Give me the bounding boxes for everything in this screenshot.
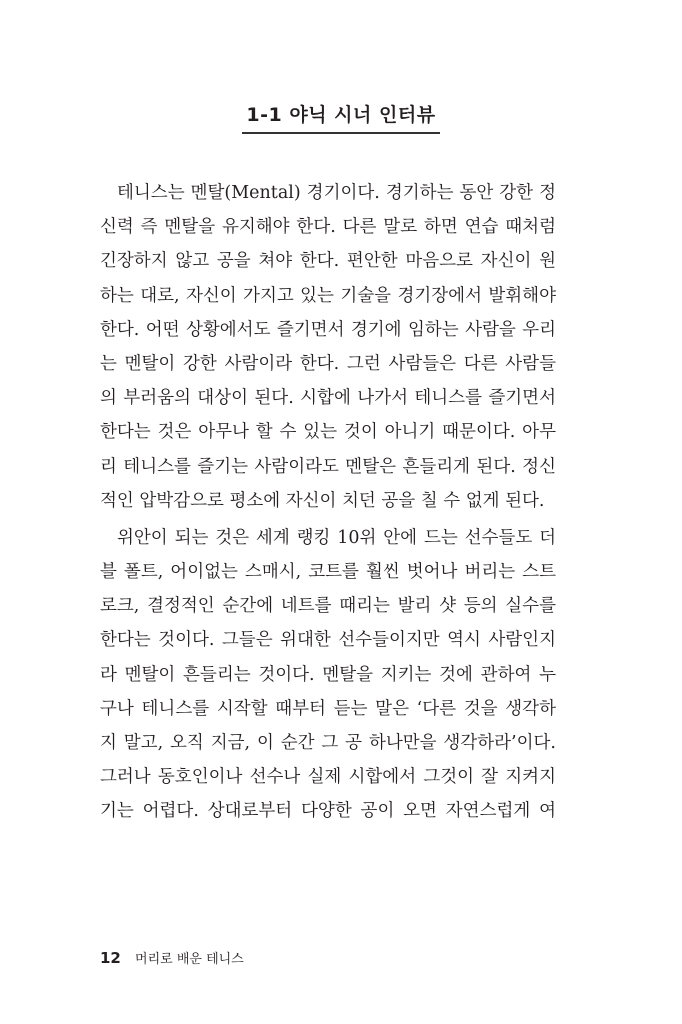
text-line: 리 테니스를 즐기는 사람이라도 멘탈은 흔들리게 된다. 정신 bbox=[100, 456, 556, 477]
text-line: 블 폴트, 어이없는 스매시, 코트를 훨씬 벗어나 버리는 스트 bbox=[100, 562, 556, 583]
text-line: 한다는 것이다. 그들은 위대한 선수들이지만 역시 사람인지 bbox=[100, 630, 556, 651]
text-line: 한다는 것은 아무나 할 수 있는 것이 아니기 때문이다. 아무 bbox=[100, 422, 556, 443]
paragraph bbox=[100, 176, 556, 518]
page-number: 12 bbox=[100, 949, 121, 967]
running-title: 머리로 배운 테니스 bbox=[135, 952, 244, 967]
text-line: 구나 테니스를 시작할 때부터 듣는 말은 ‘다른 것을 생각하 bbox=[100, 698, 556, 719]
text-line: 신력 즉 멘탈을 유지해야 한다. 다른 말로 하면 연습 때처럼 bbox=[100, 217, 556, 238]
text-line: 긴장하지 않고 공을 쳐야 한다. 편안한 마음으로 자신이 원 bbox=[100, 251, 556, 272]
text-line: 그러나 동호인이나 선수나 실제 시합에서 그것이 잘 지켜지 bbox=[100, 767, 556, 788]
text-line: 라 멘탈이 흔들리는 것이다. 멘탈을 지키는 것에 관하여 누 bbox=[100, 664, 556, 685]
text-line: 하는 대로, 자신이 가지고 있는 기술을 경기장에서 발휘해야 bbox=[100, 285, 556, 306]
section-title: 1-1 야닉 시너 인터뷰 bbox=[242, 100, 439, 134]
paragraph bbox=[100, 521, 556, 829]
text-line: 기는 어렵다. 상대로부터 다양한 공이 오면 자연스럽게 여 bbox=[100, 801, 556, 822]
text-line: 지 말고, 오직 지금, 이 순간 그 공 하나만을 생각하라’이다. bbox=[100, 733, 556, 753]
body-text bbox=[100, 176, 556, 829]
text-line: 는 멘탈이 강한 사람이라 한다. 그런 사람들은 다른 사람들 bbox=[100, 353, 556, 374]
text-line: 로크, 결정적인 순간에 네트를 때리는 발리 샷 등의 실수를 bbox=[100, 596, 556, 617]
text-line: 의 부러움의 대상이 된다. 시합에 나가서 테니스를 즐기면서 bbox=[100, 388, 556, 409]
text-line: 적인 압박감으로 평소에 자신이 치던 공을 칠 수 없게 된다. bbox=[100, 490, 545, 511]
page-footer bbox=[100, 948, 244, 967]
text-line: 위안이 되는 것은 세계 랭킹 10위 안에 드는 선수들도 더 bbox=[117, 527, 556, 548]
text-line: 한다. 어떤 상황에서도 즐기면서 경기에 임하는 사람을 우리 bbox=[100, 319, 556, 340]
section-heading bbox=[0, 100, 682, 134]
text-line: 테니스는 멘탈(Mental) 경기이다. 경기하는 동안 강한 정 bbox=[117, 183, 556, 203]
